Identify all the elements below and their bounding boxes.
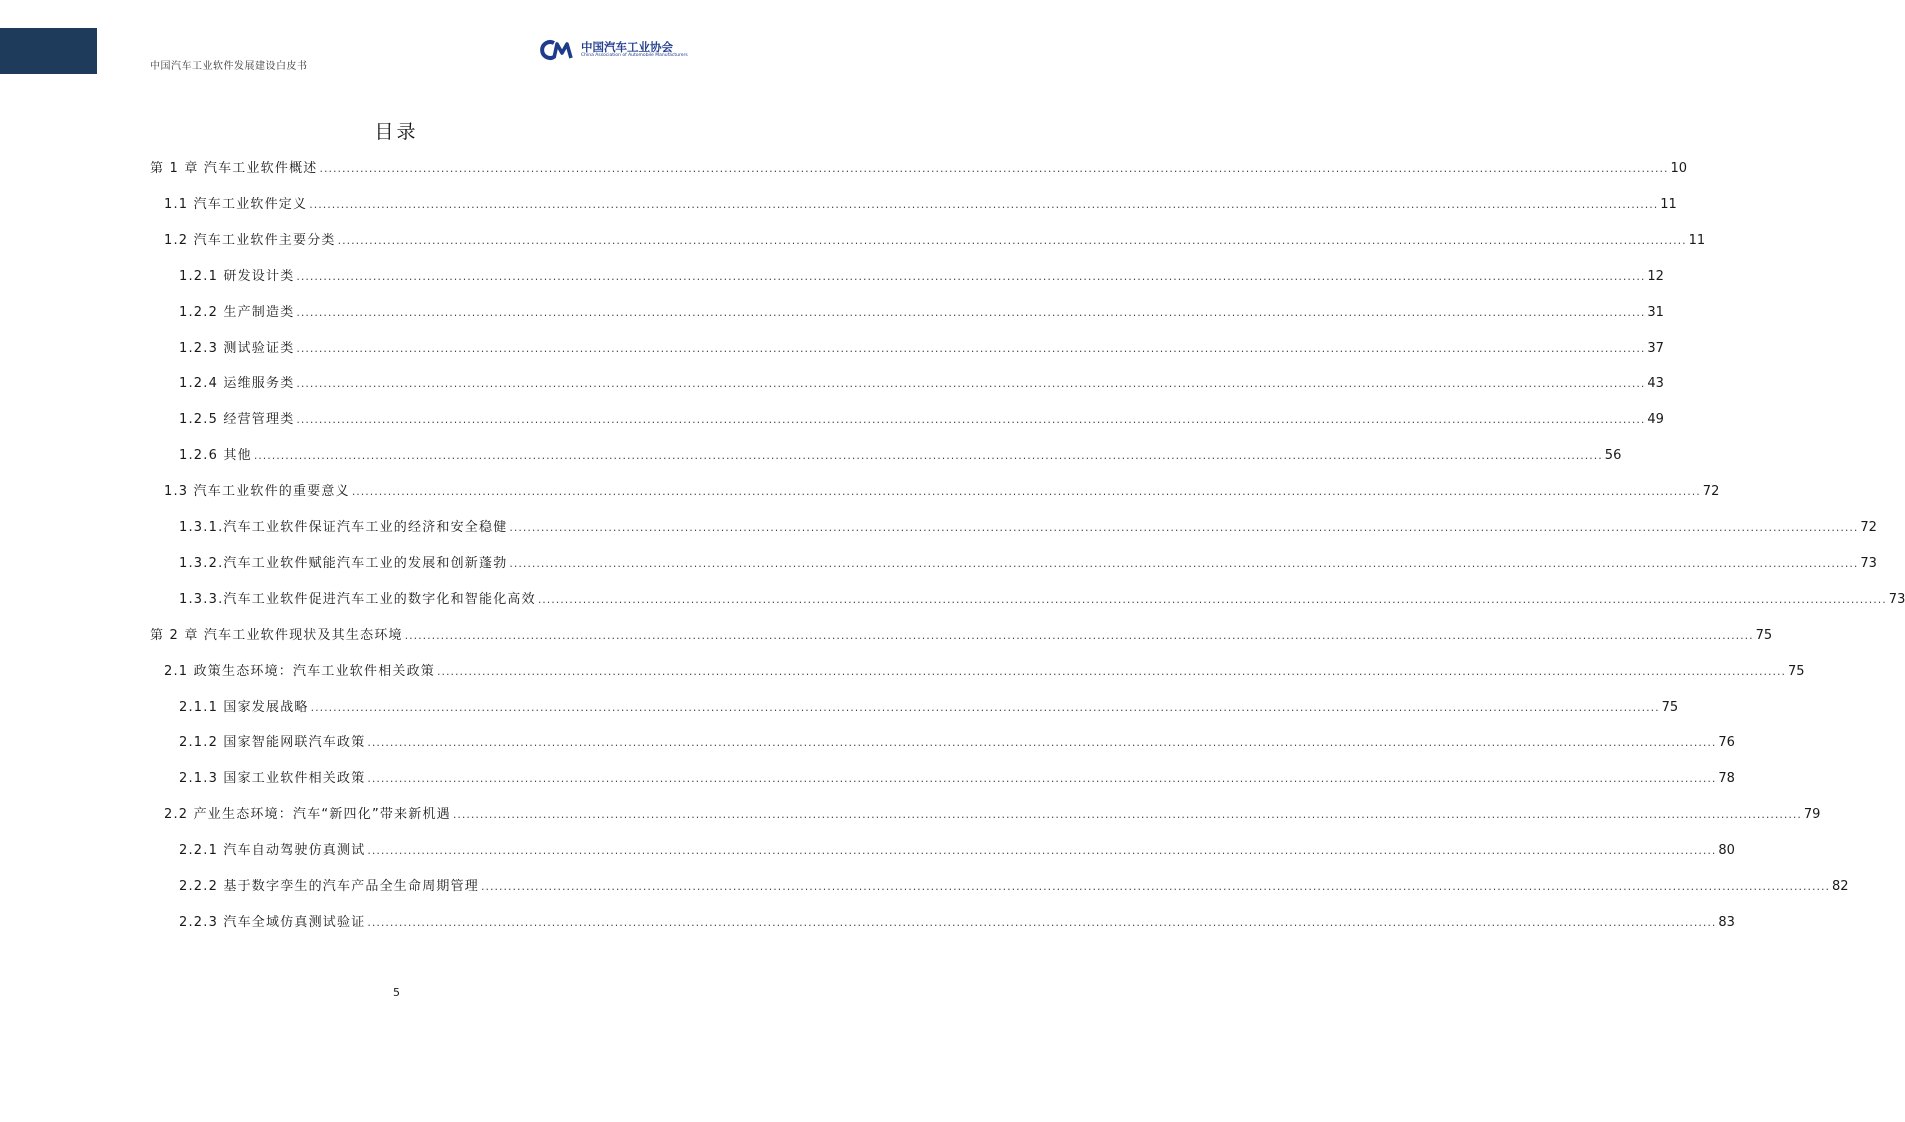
association-logo bbox=[540, 38, 688, 62]
toc-dot-leader: ............................................................................................................................................................................................................................................................................................................ bbox=[437, 664, 1786, 678]
toc-entry-label: 1.2.3 测试验证类 bbox=[179, 340, 295, 356]
page-number: 5 bbox=[393, 986, 400, 999]
toc-entry-label: 2.1.1 国家发展战略 bbox=[179, 699, 309, 715]
toc-entry[interactable] bbox=[150, 157, 1687, 179]
toc-dot-leader: ............................................................................................................................................................................................................................................................................................................ bbox=[367, 772, 1717, 786]
toc-entry-label: 2.2.3 汽车全域仿真测试验证 bbox=[179, 914, 366, 930]
toc-entry-page: 75 bbox=[1788, 663, 1805, 679]
toc-dot-leader: ............................................................................................................................................................................................................................................................................................................ bbox=[537, 592, 1887, 606]
toc-entry[interactable] bbox=[179, 337, 1664, 359]
toc-dot-leader: ............................................................................................................................................................................................................................................................................................................ bbox=[253, 449, 1603, 463]
toc-entry-label: 2.1.2 国家智能网联汽车政策 bbox=[179, 735, 366, 751]
toc-entry-label: 1.2.1 研发设计类 bbox=[179, 268, 295, 284]
toc-entry[interactable] bbox=[179, 731, 1735, 753]
toc-entry-page: 83 bbox=[1718, 914, 1735, 930]
toc-entry-page: 31 bbox=[1647, 304, 1664, 320]
toc-entry-page: 11 bbox=[1660, 196, 1677, 212]
toc-entry-label: 1.3.3.汽车工业软件促进汽车工业的数字化和智能化高效 bbox=[179, 591, 536, 607]
toc-dot-leader: ............................................................................................................................................................................................................................................................................................................ bbox=[310, 700, 1660, 714]
toc-dot-leader: ............................................................................................................................................................................................................................................................................................................ bbox=[296, 413, 1646, 427]
toc-entry[interactable] bbox=[150, 624, 1773, 646]
toc-entry-label: 2.2.1 汽车自动驾驶仿真测试 bbox=[179, 843, 366, 859]
toc-entry-page: 78 bbox=[1718, 771, 1735, 787]
toc-entry[interactable] bbox=[179, 911, 1735, 933]
toc-entry[interactable] bbox=[164, 803, 1821, 825]
toc-entry-label: 1.3.1.汽车工业软件保证汽车工业的经济和安全稳健 bbox=[179, 520, 508, 535]
toc-entry-page: 76 bbox=[1718, 735, 1735, 751]
toc-entry-label: 第 1 章 汽车工业软件概述 bbox=[150, 161, 318, 176]
toc-entry-page: 12 bbox=[1647, 268, 1664, 284]
toc-dot-leader: ............................................................................................................................................................................................................................................................................................................ bbox=[296, 269, 1646, 283]
toc-entry-label: 2.2 产业生态环境：汽车“新四化”带来新机遇 bbox=[164, 807, 451, 823]
toc-dot-leader: ............................................................................................................................................................................................................................................................................................................ bbox=[351, 485, 1701, 499]
toc-entry-page: 56 bbox=[1604, 448, 1622, 464]
toc-entry-page: 73 bbox=[1888, 591, 1905, 607]
toc-dot-leader: ............................................................................................................................................................................................................................................................................................................ bbox=[367, 915, 1717, 929]
toc-entry-page: 75 bbox=[1661, 699, 1679, 715]
toc-entry-page: 43 bbox=[1647, 376, 1664, 392]
toc-dot-leader: ............................................................................................................................................................................................................................................................................................................ bbox=[296, 377, 1646, 391]
toc-entry-label: 1.2.5 经营管理类 bbox=[179, 412, 295, 428]
toc-entry-page: 75 bbox=[1755, 627, 1773, 643]
toc-entry[interactable] bbox=[179, 588, 1905, 610]
toc-entry-label: 1.2 汽车工业软件主要分类 bbox=[164, 232, 336, 248]
toc-dot-leader: ............................................................................................................................................................................................................................................................................................................ bbox=[367, 736, 1717, 750]
toc-entry-page: 73 bbox=[1860, 555, 1877, 571]
toc-dot-leader: ............................................................................................................................................................................................................................................................................................................ bbox=[509, 521, 1859, 534]
toc-entry[interactable] bbox=[164, 660, 1805, 682]
toc-entry-label: 1.1 汽车工业软件定义 bbox=[164, 196, 308, 212]
toc-entry[interactable] bbox=[164, 480, 1720, 502]
logo-subtitle-text: China Association of Automobile Manufacturers bbox=[581, 53, 688, 58]
toc-dot-leader: ............................................................................................................................................................................................................................................................................................................ bbox=[481, 880, 1830, 893]
toc-entry[interactable] bbox=[179, 839, 1735, 861]
toc-entry-label: 1.2.2 生产制造类 bbox=[179, 304, 295, 320]
toc-title: 目录 bbox=[374, 121, 419, 143]
toc-entry[interactable] bbox=[179, 767, 1735, 789]
toc-entry-label: 1.3.2.汽车工业软件赋能汽车工业的发展和创新蓬勃 bbox=[179, 555, 508, 571]
toc-entry-label: 1.2.6 其他 bbox=[179, 448, 252, 464]
toc-dot-leader: ............................................................................................................................................................................................................................................................................................................ bbox=[509, 556, 1859, 570]
toc-entry-label: 2.2.2 基于数字孪生的汽车产品全生命周期管理 bbox=[179, 879, 480, 894]
toc-dot-leader: ............................................................................................................................................................................................................................................................................................................ bbox=[367, 844, 1717, 858]
toc-entry[interactable] bbox=[179, 696, 1679, 718]
toc-entry-page: 37 bbox=[1647, 340, 1664, 356]
toc-dot-leader: ............................................................................................................................................................................................................................................................................................................ bbox=[337, 233, 1687, 247]
toc-dot-leader: ............................................................................................................................................................................................................................................................................................................ bbox=[452, 808, 1802, 822]
toc-entry[interactable] bbox=[179, 516, 1877, 538]
toc-dot-leader: ............................................................................................................................................................................................................................................................................................................ bbox=[296, 305, 1646, 319]
toc-entry[interactable] bbox=[179, 444, 1622, 466]
toc-entry-page: 49 bbox=[1647, 412, 1664, 428]
toc-entry-page: 80 bbox=[1718, 843, 1735, 859]
toc-entry[interactable] bbox=[179, 875, 1849, 897]
toc-entry-label: 1.2.4 运维服务类 bbox=[179, 376, 295, 392]
toc-entry-page: 11 bbox=[1688, 232, 1706, 248]
logo-name-text: 中国汽车工业协会 bbox=[581, 40, 673, 54]
toc-dot-leader: ............................................................................................................................................................................................................................................................................................................ bbox=[309, 197, 1659, 211]
toc-dot-leader: ............................................................................................................................................................................................................................................................................................................ bbox=[296, 341, 1646, 355]
toc-dot-leader: ............................................................................................................................................................................................................................................................................................................ bbox=[404, 628, 1754, 642]
header-accent-block bbox=[0, 28, 97, 74]
toc-entry-page: 72 bbox=[1860, 520, 1877, 535]
toc-entry-page: 10 bbox=[1670, 161, 1687, 176]
toc-entry-label: 第 2 章 汽车工业软件现状及其生态环境 bbox=[150, 627, 403, 643]
toc-entry[interactable] bbox=[164, 229, 1706, 251]
toc-entry[interactable] bbox=[179, 408, 1664, 430]
toc-entry[interactable] bbox=[179, 552, 1877, 574]
toc-dot-leader: ............................................................................................................................................................................................................................................................................................................ bbox=[319, 162, 1669, 175]
toc-entry[interactable] bbox=[179, 372, 1664, 394]
toc-entry-page: 72 bbox=[1702, 484, 1720, 500]
toc-entry[interactable] bbox=[179, 265, 1664, 287]
toc-entry-label: 1.3 汽车工业软件的重要意义 bbox=[164, 484, 350, 500]
document-header-title: 中国汽车工业软件发展建设白皮书 bbox=[150, 61, 308, 72]
toc-entry-page: 79 bbox=[1803, 807, 1821, 823]
cm-logo-icon bbox=[540, 38, 578, 62]
toc-entry-page: 82 bbox=[1832, 879, 1849, 894]
toc-entry-label: 2.1.3 国家工业软件相关政策 bbox=[179, 771, 366, 787]
toc-entry-label: 2.1 政策生态环境：汽车工业软件相关政策 bbox=[164, 663, 436, 679]
toc-entry[interactable] bbox=[179, 301, 1664, 323]
toc-entry[interactable] bbox=[164, 193, 1677, 215]
